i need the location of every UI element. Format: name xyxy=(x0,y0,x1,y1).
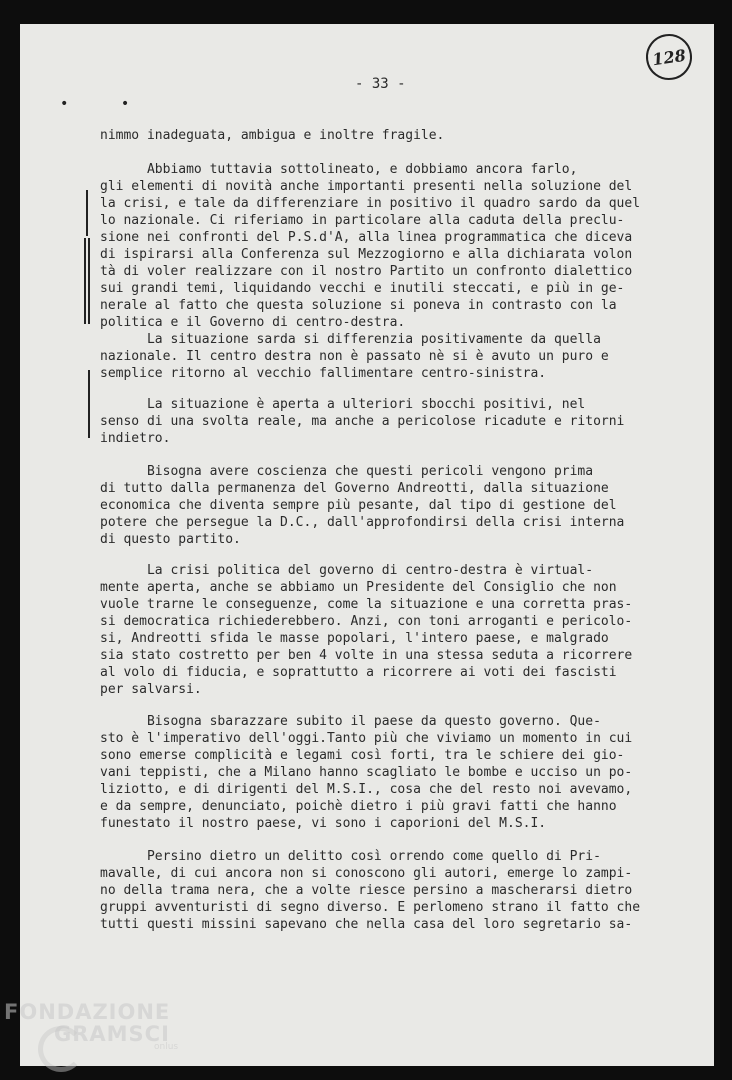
text-line: al volo di fiducia, e soprattutto a ricorrere ai voti dei fascisti xyxy=(100,665,617,680)
text-line: Persino dietro un delitto così orrendo come quello di Pri- xyxy=(100,849,601,864)
text-line: potere che persegue la D.C., dall'approfondirsi della crisi interna xyxy=(100,515,625,530)
text-line: sono emerse complicità e legami così forti, tra le schiere dei gio- xyxy=(100,748,625,763)
fondazione-gramsci-watermark xyxy=(4,1000,178,1052)
text-line: sia stato costretto per ben 4 volte in una stessa seduta a ricorrere xyxy=(100,648,633,663)
text-line: gli elementi di novità anche importanti presenti nella soluzione del xyxy=(100,179,633,194)
text-line: e da sempre, denunciato, poichè dietro i più gravi fatti che hanno xyxy=(100,799,617,814)
text-line: di questo partito. xyxy=(100,532,241,547)
text-line: tà di voler realizzare con il nostro Partito un confronto dialettico xyxy=(100,264,633,279)
paragraph xyxy=(100,848,660,933)
watermark-line-2: GRAMSCI xyxy=(54,1022,170,1046)
paragraph xyxy=(100,127,660,144)
text-line: di tutto dalla permanenza del Governo Andreotti, dalla situazione xyxy=(100,481,609,496)
text-line: sui grandi temi, liquidando vecchi e inutili steccati, e più in ge- xyxy=(100,281,625,296)
text-line: La crisi politica del governo di centro-destra è virtual- xyxy=(100,563,594,578)
text-line: politica e il Governo di centro-destra. xyxy=(100,315,406,330)
page-number: - 33 - xyxy=(355,76,406,92)
text-line: vuole trarne le conseguenze, come la situazione e una corretta pras- xyxy=(100,597,633,612)
text-line: mavalle, di cui ancora non si conoscono gli autori, emerge lo zampi- xyxy=(100,866,633,881)
text-line: per salvarsi. xyxy=(100,682,202,697)
text-line: lo nazionale. Ci riferiamo in particolare alla caduta della preclu- xyxy=(100,213,625,228)
paragraph xyxy=(100,713,660,832)
text-line: liziotto, e di dirigenti del M.S.I., cosa che del resto noi avevamo, xyxy=(100,782,633,797)
text-line: vani teppisti, che a Milano hanno scagliato le bombe e ucciso un po- xyxy=(100,765,633,780)
paragraph xyxy=(100,463,660,548)
text-line: sione nei confronti del P.S.d'A, alla linea programmatica che diceva xyxy=(100,230,633,245)
gramsci-logo-icon xyxy=(38,1026,84,1072)
margin-bracket-mark xyxy=(86,190,91,236)
text-line: La situazione sarda si differenzia positivamente da quella xyxy=(100,332,601,347)
text-line: funestato il nostro paese, vi sono i caporioni del M.S.I. xyxy=(100,816,547,831)
margin-double-line-mark xyxy=(84,238,90,324)
punch-dots: • • xyxy=(60,96,152,112)
watermark-line-3: onlus xyxy=(154,1042,179,1052)
watermark-line-1: FONDAZIONE xyxy=(4,1000,171,1024)
paragraph xyxy=(100,562,660,698)
text-line: no della trama nera, che a volte riesce persino a mascherarsi dietro xyxy=(100,883,633,898)
text-line: si, Andreotti sfida le masse popolari, l'intero paese, e malgrado xyxy=(100,631,609,646)
text-line: Abbiamo tuttavia sottolineato, e dobbiamo ancora farlo, xyxy=(100,162,578,177)
text-line: tutti questi missini sapevano che nella casa del loro segretario sa- xyxy=(100,917,633,932)
text-line: nimmo inadeguata, ambigua e inoltre fragile. xyxy=(100,128,445,143)
text-line: sto è l'imperativo dell'oggi.Tanto più che viviamo un momento in cui xyxy=(100,731,633,746)
text-line: La situazione è aperta a ulteriori sbocchi positivi, nel xyxy=(100,397,586,412)
text-line: mente aperta, anche se abbiamo un Presidente del Consiglio che non xyxy=(100,580,617,595)
text-line: indietro. xyxy=(100,431,171,446)
text-line: gruppi avventuristi di segno diverso. E perlomeno strano il fatto che xyxy=(100,900,641,915)
archive-stamp: 128 xyxy=(643,31,695,83)
text-line: nazionale. Il centro destra non è passato nè si è avuto un puro e xyxy=(100,349,609,364)
text-line: nerale al fatto che questa soluzione si poneva in contrasto con la xyxy=(100,298,617,313)
paragraph xyxy=(100,396,660,447)
text-line: Bisogna sbarazzare subito il paese da questo governo. Que- xyxy=(100,714,601,729)
text-line: Bisogna avere coscienza che questi pericoli vengono prima xyxy=(100,464,594,479)
text-line: economica che diventa sempre più pesante, dal tipo di gestione del xyxy=(100,498,617,513)
paragraph xyxy=(100,331,660,382)
text-line: di ispirarsi alla Conferenza sul Mezzogiorno e alla dichiarata volon xyxy=(100,247,633,262)
text-line: senso di una svolta reale, ma anche a pericolose ricadute e ritorni xyxy=(100,414,625,429)
margin-line-mark xyxy=(88,370,93,438)
text-line: la crisi, e tale da differenziare in positivo il quadro sardo da quel xyxy=(100,196,641,211)
text-line: si democratica richiederebbero. Anzi, con toni arroganti e pericolo- xyxy=(100,614,633,629)
text-line: semplice ritorno al vecchio fallimentare centro-sinistra. xyxy=(100,366,547,381)
paragraph xyxy=(100,161,660,331)
